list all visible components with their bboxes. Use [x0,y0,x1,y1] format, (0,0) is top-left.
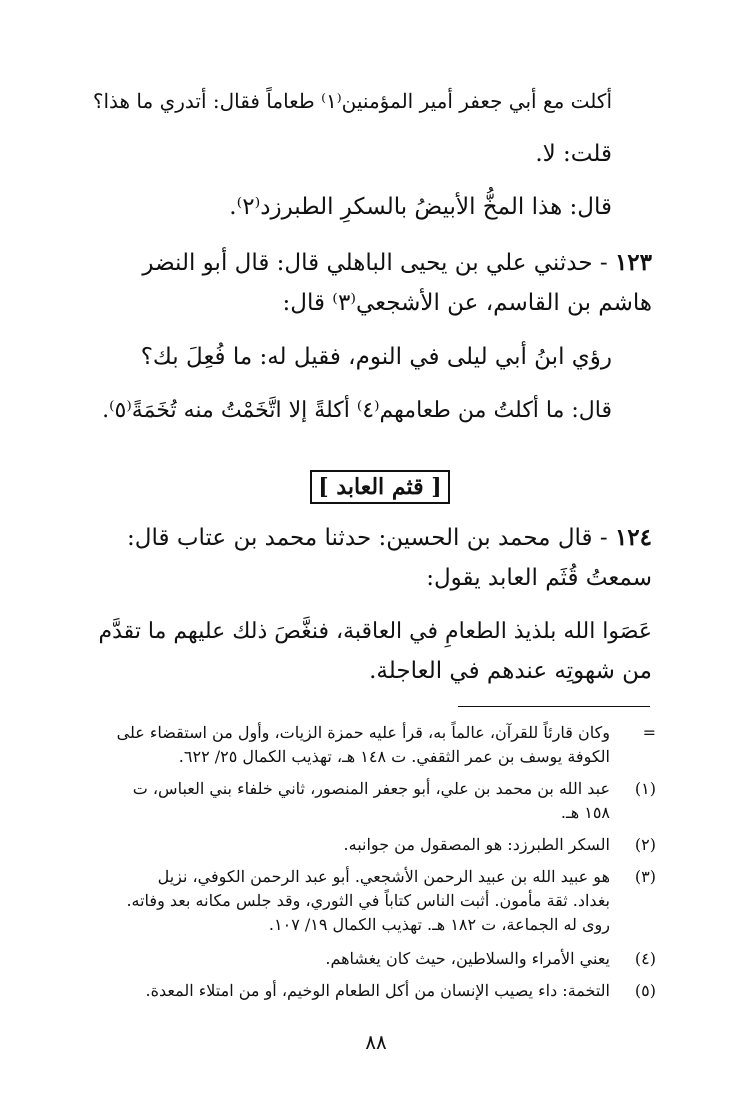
text-line: قال: ما أكلتُ من طعامهم⁽٤⁾ أكلةً إلا اتَّخَمْتُ منه تُخَمَةً⁽٥⁾. [102,398,612,423]
text-line: عَصَوا الله بلذيذ الطعامِ في العاقبة، فنغَّصَ ذلك عليهم ما تقدَّم [98,619,652,644]
footnote-separator [458,706,650,707]
footnote-line: التخمة: داء يصيب الإنسان من أكل الطعام الوخيم، أو من امتلاء المعدة. [145,981,610,1000]
text-line: قلت: لا. [535,141,612,167]
text-line: - قال محمد بن الحسين: حدثنا محمد بن عتاب قال: [127,525,608,551]
footnote-line: ١٥٨ هـ. [560,803,610,822]
text-line: - حدثني علي بن يحيى الباهلي قال: قال أبو النضر [142,250,608,276]
footnote-marker: (٤) [634,949,656,968]
footnote-marker: (٢) [634,835,656,854]
footnote-line: روى له الجماعة، ت ١٨٢ هـ. تهذيب الكمال ١٩/ ١٠٧. [268,915,610,934]
footnote-marker: (١) [634,779,656,798]
narration-number: ١٢٣ [614,249,652,276]
section-title: [ قثم العابد ] [310,470,450,504]
footnote-line: عبد الله بن محمد بن علي، أبو جعفر المنصور، ثاني خلفاء بني العباس، ت [132,779,610,798]
page-number: ٨٨ [365,1030,387,1054]
footnote-line: الكوفة يوسف بن عمر الثقفي. ت ١٤٨ هـ، تهذيب الكمال ٢٥/ ٦٢٢. [178,747,610,766]
footnote-line: بغداد. ثقة مأمون. أثبت الناس كتاباً في الثوري، وقد جلس مكانه بعد وفاته. [126,891,610,910]
text-line: رؤي ابنُ أبي ليلى في النوم، فقيل له: ما فُعِلَ بك؟ [140,344,612,370]
narration-number: ١٢٤ [614,524,652,551]
narration-123 [142,248,652,278]
text-line: هاشم بن القاسم، عن الأشجعي⁽٣⁾ قال: [282,290,652,316]
footnote-marker: = [642,723,656,742]
footnote-marker: (٥) [634,981,656,1000]
footnote-marker: (٣) [634,867,656,886]
narration-124 [127,523,652,553]
footnote-line: يعني الأمراء والسلاطين، حيث كان يغشاهم. [325,949,610,968]
text-line: قال: هذا المخُّ الأبيضُ بالسكرِ الطبرزد⁽٢⁾. [229,194,612,220]
footnote-line: السكر الطبرزد: هو المصقول من جوانبه. [343,835,610,854]
footnote-line: وكان قارئاً للقرآن، عالماً به، قرأ عليه حمزة الزيات، وأول من استقضاء على [116,723,610,742]
footnote-line: هو عبيد الله بن عبيد الرحمن الأشجعي. أبو عبد الرحمن الكوفي، نزيل [157,867,610,886]
text-line: أكلت مع أبي جعفر أمير المؤمنين⁽١⁾ طعاماً فقال: أتدري ما هذا؟ [92,89,612,113]
text-line: سمعتُ قُثَم العابد يقول: [426,565,652,591]
text-line: من شهوتِه عندهم في العاجلة. [369,658,652,684]
